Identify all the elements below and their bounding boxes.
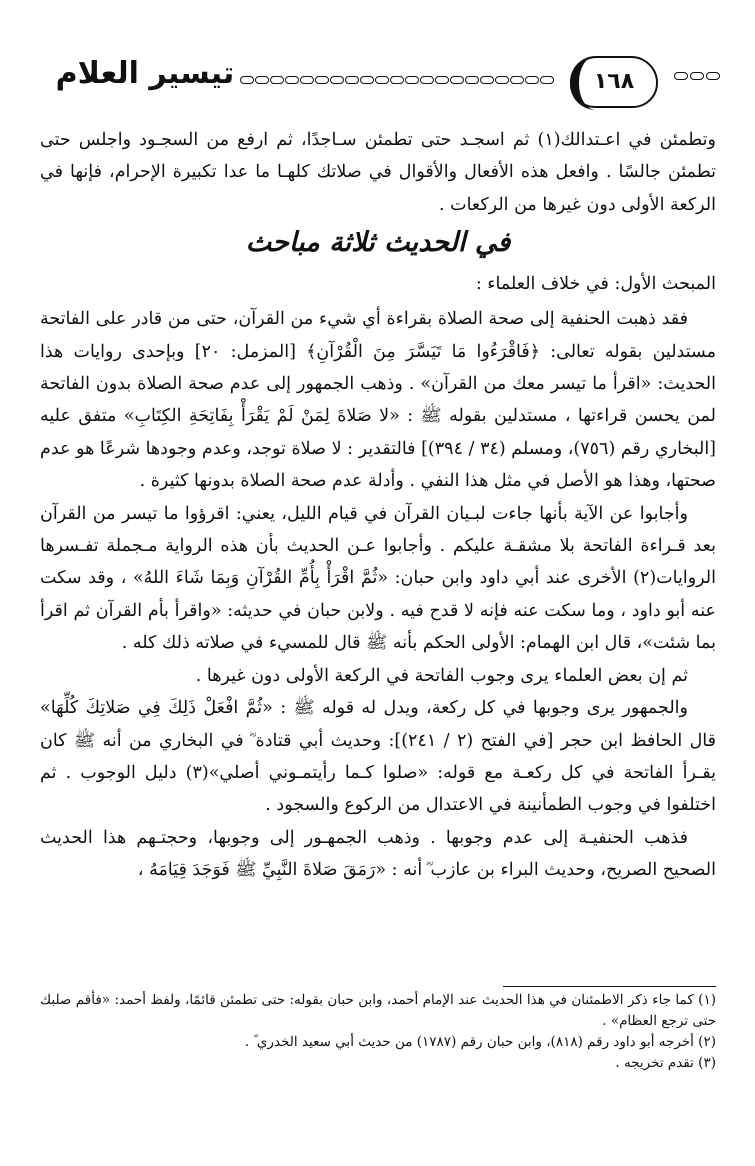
paragraph-1: وتطمئن في اعـتدالك(١) ثم اسجـد حتى تطمئن سـاجدًا، ثم ارفع من السجـود واجلس حتى تطمئن جالسًا . وافعل هذه الأفعال والأقوال في صلاتك كلهـا ما عدا تكبيرة الإحرام، فإنها في الركعة الأولى دون غيرها من الركعات . bbox=[40, 130, 716, 215]
page-number: ١٦٨ bbox=[593, 68, 635, 94]
footnote-1: (١) كما جاء ذكر الاطمئنان في هذا الحديث عند الإمام أحمد، وابن حبان بقوله: حتى تطمئن قائمًا، ولفظ أحمد: «فأقم صلبك حتى ترجع العظام» . bbox=[40, 992, 716, 1029]
paragraph-3: وأجابوا عن الآية بأنها جاءت لبـيان القرآن في قيام الليل، يعني: اقرؤوا ما تيسر من القرآن بعد قـراءة الفاتحة بلا مشقـة عليكم . وأجابوا عـن الحديث بأن هذه الرواية مـجملة تفـسرها الروايات(٢) الأخرى عند أبي داود وابن حبان: «ثُمَّ اقْرَأْ بِأُمِّ القُرْآنِ وَبِمَا شَاءَ اللهُ» ، وقد سكت عنه أبو داود ، وما سكت عنه فإنه لا قدح فيه . ولابن حبان في حديثه: «واقرأ بأم القرآن ثم اقرأ بما شئت»، قال ابن الهمام: الأولى الحكم بأنه ﷺ قال للمسيء في صلاته ذلك كله . bbox=[40, 503, 716, 654]
paragraph-5: والجمهور يرى وجوبها في كل ركعة، ويدل له قوله ﷺ : «ثُمَّ افْعَلْ ذَلِكَ فِي صَلاتِكَ كُلِّهَا» قال الحافظ ابن حجر [في الفتح (٢ / ٢٤١)]: وحديث أبي قتادة ؓ في البخاري من أنه ﷺ كان يقـرأ الفاتحة في كل ركعـة مع قوله: «صلوا كـما رأيتمـوني أصلي»(٣) دليل الوجوب . ثم اختلفوا في وجوب الطمأنينة في الاعتدال من الركوع والسجود . bbox=[40, 698, 717, 816]
paragraph-2: فقد ذهبت الحنفية إلى صحة الصلاة بقراءة أي شيء من القرآن، حتى من قادر على الفاتحة مستدلين بقوله تعالى: ﴿فَاقْرَءُوا مَا تَيَسَّرَ مِنَ الْقُرْآنِ﴾ [المزمل: ٢٠] وبإحدى روايات هذا الحديث: «اقرأ ما تيسر معك من القرآن» . وذهب الجمهور إلى عدم صحة الصلاة بدون الفاتحة لمن يحسن قراءتها ، مستدلين بقوله ﷺ : «لا صَلاةَ لِمَنْ لَمْ يَقْرَأْ بِفَاتِحَةِ الكِتَابِ» متفق عليه [البخاري رقم (٧٥٦)، ومسلم (٣٤ / ٣٩٤)] فالتقدير : لا صلاة توجد، وعدم وجودها شرعًا هو عدم صحتها، وهذا هو الأصل في مثل هذا النفي . وأدلة عدم صحة الصلاة بدونها كثيرة . bbox=[40, 309, 717, 492]
paragraph-6: فذهب الحنفيـة إلى عدم وجوبها . وذهب الجمهـور إلى وجوبها، وحجتـهم هذا الحديث الصحيح الصريح، وحديث البراء بن عازب ؓ أنه : «رَمَقَ صَلاةَ النَّبِيِّ ﷺ فَوَجَدَ قِيَامَهُ ، bbox=[40, 827, 716, 881]
page-header bbox=[40, 52, 720, 114]
section-heading: في الحديث ثلاثة مباحث bbox=[245, 227, 511, 259]
book-title: تيسير العلام bbox=[55, 56, 235, 91]
header-ornament-right bbox=[664, 72, 720, 90]
footnote-2: (٢) أخرجه أبو داود رقم (٨١٨)، وابن حبان رقم (١٧٨٧) من حديث أبي سعيد الخدري ؓ . bbox=[244, 1034, 716, 1050]
subheading: المبحث الأول: في خلاف العلماء : bbox=[475, 274, 716, 295]
paragraph-4: ثم إن بعض العلماء يرى وجوب الفاتحة في الركعة الأولى دون غيرها . bbox=[195, 665, 688, 686]
footnotes bbox=[40, 990, 716, 1074]
main-text bbox=[40, 124, 716, 887]
footnote-divider bbox=[503, 986, 716, 987]
header-ornament-chain bbox=[240, 76, 560, 88]
page-number-frame bbox=[568, 52, 660, 110]
footnote-3: (٣) تقدم تخريجه . bbox=[615, 1055, 716, 1071]
